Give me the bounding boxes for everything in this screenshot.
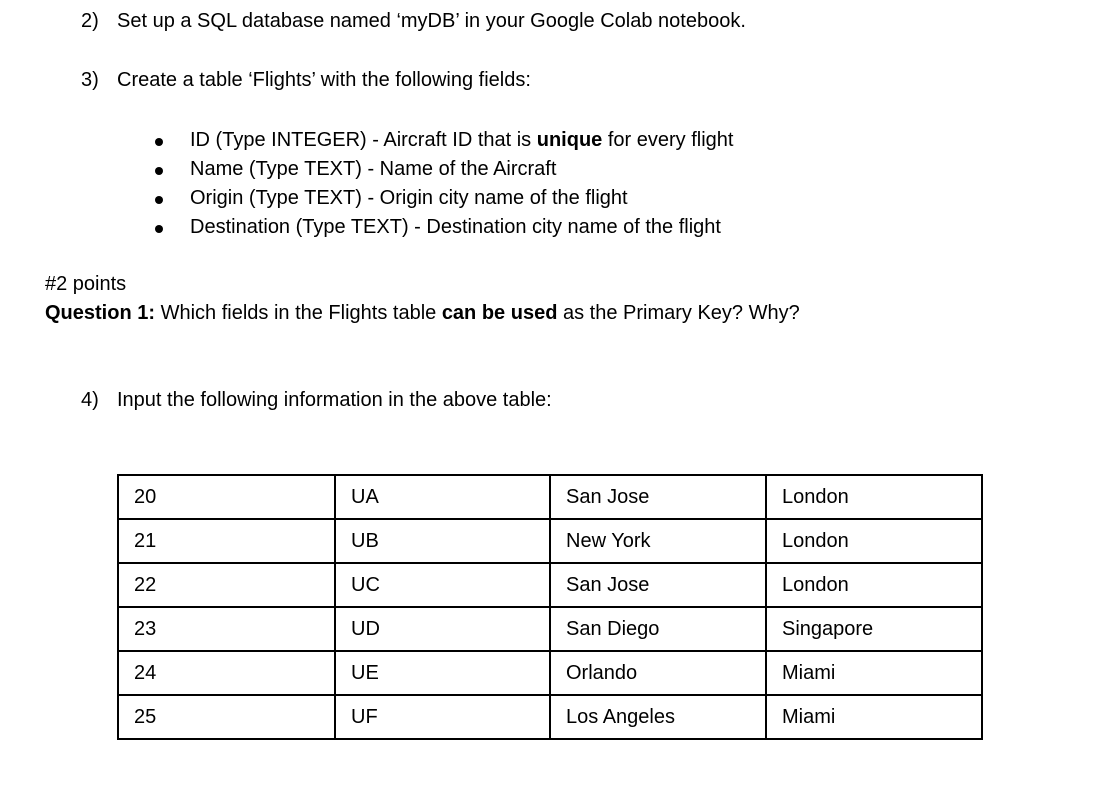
- table-cell: Miami: [766, 651, 982, 695]
- step-text: Create a table ‘Flights’ with the following fields:: [117, 69, 531, 91]
- table-cell: 20: [118, 475, 335, 519]
- table-cell: UC: [335, 563, 550, 607]
- question-1: Question 1: Which fields in the Flights table can be used as the Primary Key? Why?: [45, 302, 800, 324]
- step-text: Set up a SQL database named ‘myDB’ in your Google Colab notebook.: [117, 10, 746, 32]
- points-label: #2 points: [45, 273, 127, 295]
- table-cell: 23: [118, 607, 335, 651]
- table-cell: San Jose: [550, 563, 766, 607]
- table-cell: 25: [118, 695, 335, 739]
- table-cell: 22: [118, 563, 335, 607]
- table-cell: Miami: [766, 695, 982, 739]
- table-row: [118, 651, 982, 695]
- table-row: [118, 607, 982, 651]
- table-row: [118, 519, 982, 563]
- step-text: Input the following information in the above table:: [117, 389, 552, 411]
- table-cell: London: [766, 475, 982, 519]
- list-item: Origin (Type TEXT) - Origin city name of the flight: [150, 184, 733, 213]
- table-cell: UE: [335, 651, 550, 695]
- table-cell: 24: [118, 651, 335, 695]
- table-row: [118, 563, 982, 607]
- list-item: ID (Type INTEGER) - Aircraft ID that is unique for every flight: [150, 126, 733, 155]
- table-cell: 21: [118, 519, 335, 563]
- step-number: 4): [81, 389, 99, 411]
- step-3: [81, 69, 531, 92]
- table-cell: UA: [335, 475, 550, 519]
- step-4: [81, 389, 552, 412]
- table-cell: UB: [335, 519, 550, 563]
- step-2: [81, 10, 746, 33]
- step-number: 3): [81, 69, 99, 91]
- question-label: Question 1:: [45, 302, 156, 324]
- table-row: [118, 695, 982, 739]
- table-cell: London: [766, 519, 982, 563]
- step-number: 2): [81, 10, 99, 32]
- table-row: [118, 475, 982, 519]
- table-cell: London: [766, 563, 982, 607]
- table-cell: UF: [335, 695, 550, 739]
- table-cell: San Diego: [550, 607, 766, 651]
- list-item: Destination (Type TEXT) - Destination city name of the flight: [150, 213, 733, 242]
- flights-data-table: [117, 474, 983, 740]
- table-cell: New York: [550, 519, 766, 563]
- table-cell: San Jose: [550, 475, 766, 519]
- table-cell: Los Angeles: [550, 695, 766, 739]
- list-item: Name (Type TEXT) - Name of the Aircraft: [150, 155, 733, 184]
- table-cell: Singapore: [766, 607, 982, 651]
- table-cell: Orlando: [550, 651, 766, 695]
- table-cell: UD: [335, 607, 550, 651]
- field-list: [150, 126, 733, 242]
